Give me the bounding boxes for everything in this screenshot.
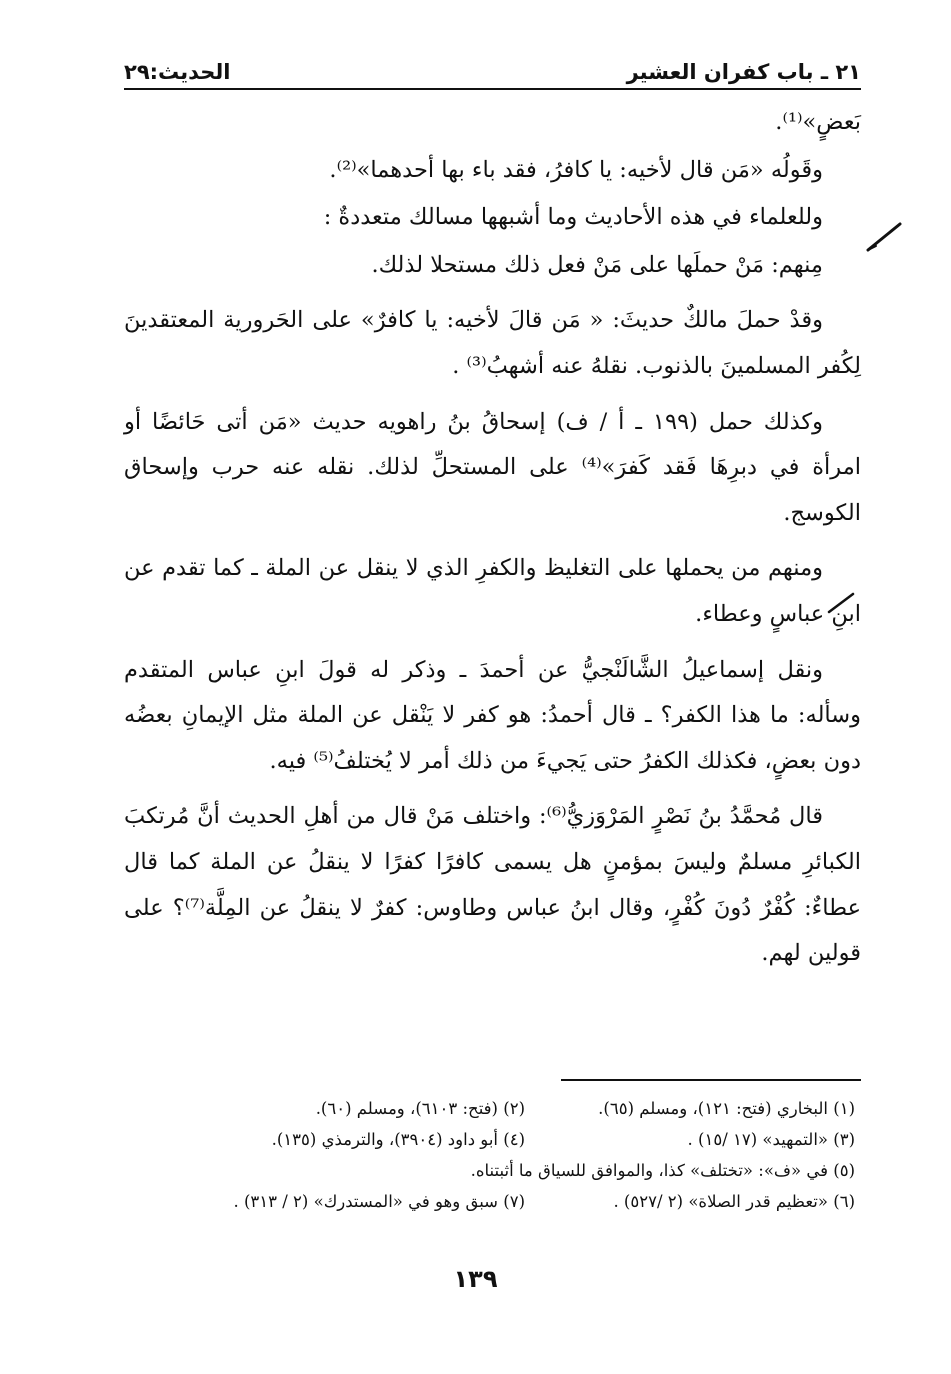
footnote-separator (561, 1079, 861, 1081)
paragraph-6: وكذلك حمل (١٩٩ ـ أ / ف) إسحاقُ بنُ راهويه حديث «مَن أتى حَائضًا أو امرأة في دبرِهَا فَقد كَفرَ»⁽⁴⁾ على المستحلِّ لذلك. نقله عنه حرب وإسحاق الكوسج. (124, 408, 861, 526)
footnote-7: (٧) سبق وهو في «المستدرك» (٢ / ٣١٣) . (233, 1192, 525, 1211)
hadith-number: الحديث:٢٩ (124, 60, 231, 84)
paragraph-8: ونقل إسماعيلُ الشَّالَنْجيُّ عن أحمدَ ـ وذكر له قولَ ابنِ عباس المتقدم وسأله: ما هذا الكفر؟ ـ قال أحمدُ: هو كفر لا يَنْقل عن الملة مثل الإيمانِ بعضُه دون بعضٍ، فكذلك الكفرُ حتى يَجيءَ من ذلك أمر لا يُختلفُ⁽⁵⁾ فيه. (124, 656, 861, 774)
footnote-2: (٢) (فتح: ٦١٠٣)، ومسلم (٦٠). (315, 1099, 525, 1118)
footnote-6: (٦) «تعظيم قدر الصلاة» (٢ /٥٢٧) . (613, 1192, 855, 1211)
paragraph-3: وللعلماء في هذه الأحاديث وما أشبهها مسالك متعددةٌ : (323, 204, 823, 231)
footnote-5: (٥) في «ف»: «تختلف» كذا، والموافق للسياق ما أثبتناه. (470, 1161, 855, 1180)
chapter-title: ٢١ ـ باب كفران العشير (626, 60, 861, 84)
check-mark-icon (826, 590, 856, 616)
footnote-row (124, 1186, 855, 1217)
paragraph-4: مِنهم: مَنْ حملَها على مَنْ فعل ذلك مستحلا لذلك. (371, 251, 823, 278)
footnote-1: (١) البخاري (فتح: ١٢١)، ومسلم (٦٥). (598, 1099, 855, 1118)
paragraph-2: وقَولُه «مَن قال لأخيه: يا كافرُ، فقد باء بها أحدهما»⁽²⁾. (329, 156, 823, 183)
running-header (124, 52, 861, 90)
paragraph-7: ومنهم من يحملها على التغليظ والكفرِ الذي لا ينقل عن الملة ـ كما تقدم عن ابنِ عباسٍ وعطاء. (124, 555, 861, 627)
footnote-3: (٣) «التمهيد» (١٧ /١٥) . (687, 1130, 855, 1149)
footnotes (124, 1093, 855, 1217)
check-mark-icon (864, 220, 904, 256)
footnote-4: (٤) أبو داود (٣٩٠٤)، والترمذي (١٣٥). (271, 1130, 525, 1149)
footnote-row (124, 1093, 855, 1124)
paragraph-1: بَعضٍ»⁽¹⁾. (775, 109, 861, 135)
footnote-row (124, 1155, 855, 1186)
footnote-row (124, 1124, 855, 1155)
main-text (124, 100, 861, 987)
page-number: ١٣٩ (453, 1265, 498, 1293)
paragraph-9: قال مُحمَّدُ بنُ نَصْرٍ المَرْوَزيُّ⁽⁶⁾: واختلف مَنْ قال من أهلِ الحديث أنَّ مُرتكبَ الكبائرِ مسلمٌ وليسَ بمؤمنٍ هل يسمى كافرًا كفرًا لا ينقلُ عن الملة كما قال عطاءٌ: كُفْرٌ دُونَ كُفْرٍ، وقال ابنُ عباس وطاوس: كفرٌ لا ينقلُ عن المِلَّة⁽⁷⁾؟ على قولين لهم. (124, 803, 861, 967)
paragraph-5: وقدْ حملَ مالكٌ حديثَ: « مَن قالَ لأخيه: يا كافرٌ» على الحَرورية المعتقدينَ لِكُفر المسلمينَ بالذنوب. نقلهُ عنه أشهبُ⁽³⁾ . (124, 307, 861, 379)
